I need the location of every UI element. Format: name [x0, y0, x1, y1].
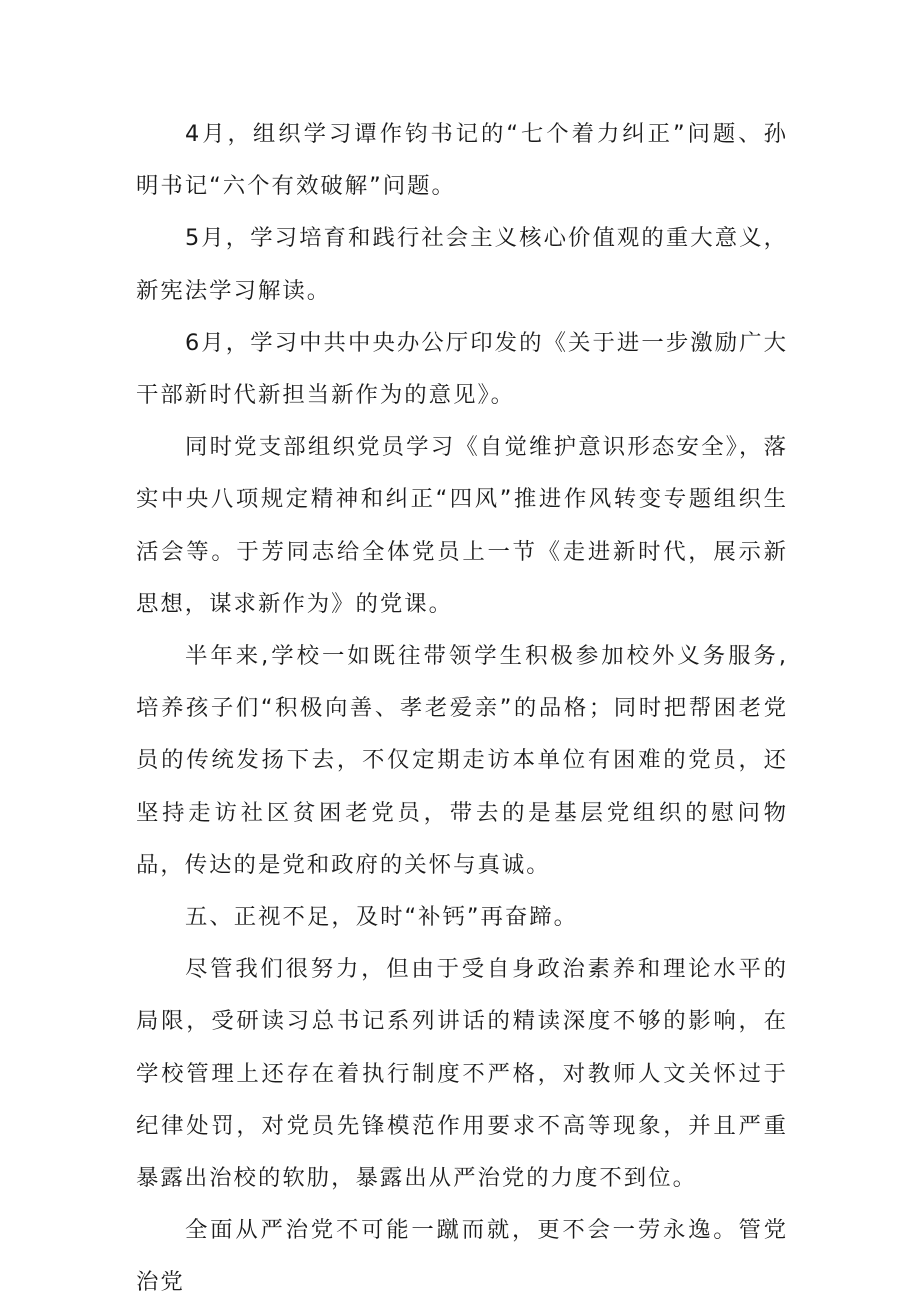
document-body [136, 108, 788, 1309]
paragraph-party-study: 同时党支部组织党员学习《自觉维护意识形态安全》，落实中央八项规定精神和纠正“四风”推进作风转变专题组织生活会等。于芳同志给全体党员上一节《走进新时代，展示新思想，谋求新作为》的党课。 [136, 434, 788, 617]
paragraph-april: 4月，组织学习谭作钧书记的“七个着力纠正”问题、孙明书记“六个有效破解”问题。 [136, 121, 788, 200]
paragraph-may: 5月，学习培育和践行社会主义核心价值观的重大意义，新宪法学习解读。 [136, 225, 788, 304]
paragraph-shortcomings: 尽管我们很努力，但由于受自身政治素养和理论水平的局限，受研读习总书记系列讲话的精读深度不够的影响，在学校管理上还存在着执行制度不严格，对教师人文关怀过于纪律处罚，对党员先锋模范作用要求不高等现象，并且严重暴露出治校的软肋，暴露出从严治党的力度不到位。 [136, 956, 788, 1192]
section-heading-five: 五、正视不足，及时“补钙”再奋蹄。 [185, 904, 579, 931]
paragraph-half-year: 半年来,学校一如既往带领学生积极参加校外义务服务,培养孩子们“积极向善、孝老爱亲”的品格；同时把帮困老党员的传统发扬下去，不仅定期走访本单位有困难的党员，还坚持走访社区贫困老党员，带去的是基层党组织的慰问物品，传达的是党和政府的关怀与真诚。 [136, 643, 788, 878]
paragraph-closing: 全面从严治党不可能一蹴而就，更不会一劳永逸。管党治党 [136, 1217, 788, 1296]
paragraph-june: 6月，学习中共中央办公厅印发的《关于进一步激励广大干部新时代新担当新作为的意见》。 [136, 329, 788, 409]
